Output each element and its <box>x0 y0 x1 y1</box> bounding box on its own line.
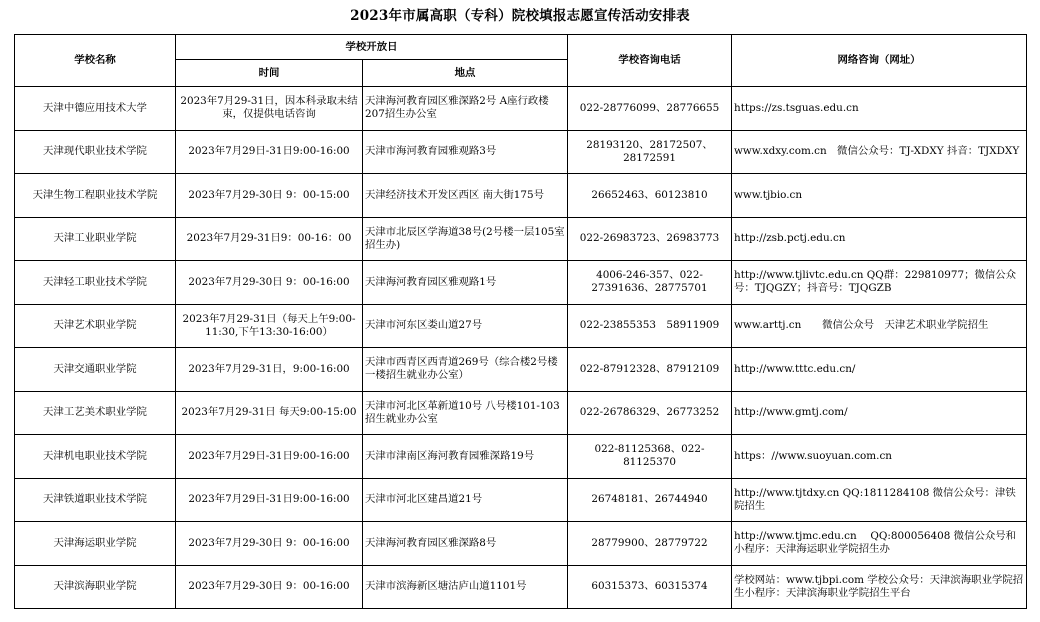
phone-cell: 022-26786329、26773252 <box>568 391 732 435</box>
location-cell: 天津海河教育园区雅深路8号 <box>363 522 568 566</box>
location-cell: 天津市北辰区学海道38号(2号楼一层105室招生办) <box>363 217 568 261</box>
web-cell: http://www.gmtj.com/ <box>732 391 1027 435</box>
phone-cell: 022-81125368、022-81125370 <box>568 435 732 479</box>
open-time-cell: 2023年7月29日-31日9:00-16:00 <box>176 478 363 522</box>
web-cell: http://www.tjlivtc.edu.cn QQ群：229810977；微信公众号：TJQGZY；抖音号：TJQGZB <box>732 261 1027 305</box>
school-name-cell: 天津现代职业技术学院 <box>15 130 176 174</box>
location-cell: 天津市河东区娄山道27号 <box>363 304 568 348</box>
web-cell: www.xdxy.com.cn 微信公众号：TJ-XDXY 抖音：TJXDXY <box>732 130 1027 174</box>
table-body <box>15 87 1027 609</box>
location-cell: 天津海河教育园区雅观路1号 <box>363 261 568 305</box>
table-row <box>15 304 1027 348</box>
school-name-cell: 天津铁道职业技术学院 <box>15 478 176 522</box>
location-cell: 天津市海河教育园雅观路3号 <box>363 130 568 174</box>
phone-cell: 28193120、28172507、28172591 <box>568 130 732 174</box>
header-phone: 学校咨询电话 <box>568 35 732 87</box>
table-row <box>15 565 1027 609</box>
school-name-cell: 天津工艺美术职业学院 <box>15 391 176 435</box>
location-cell: 天津经济技术开发区西区 南大街175号 <box>363 174 568 218</box>
table-row <box>15 130 1027 174</box>
open-time-cell: 2023年7月29-30日 9：00-16:00 <box>176 565 363 609</box>
web-cell: https://zs.tsguas.edu.cn <box>732 87 1027 131</box>
open-time-cell: 2023年7月29-31日，9:00-16:00 <box>176 348 363 392</box>
open-time-cell: 2023年7月29日-31日9:00-16:00 <box>176 130 363 174</box>
open-time-cell: 2023年7月29-30日 9：00-16:00 <box>176 522 363 566</box>
header-web: 网络咨询（网址） <box>732 35 1027 87</box>
location-cell: 天津市河北区建昌道21号 <box>363 478 568 522</box>
location-cell: 天津市津南区海河教育园雅深路19号 <box>363 435 568 479</box>
web-cell: http://zsb.pctj.edu.cn <box>732 217 1027 261</box>
phone-cell: 60315373、60315374 <box>568 565 732 609</box>
web-cell: 学校网站：www.tjbpi.com 学校公众号：天津滨海职业学院招生小程序：天津滨海职业学院招生平台 <box>732 565 1027 609</box>
schedule-table <box>14 34 1027 609</box>
web-cell: http://www.tjtdxy.cn QQ:1811284108 微信公众号：津铁院招生 <box>732 478 1027 522</box>
header-open-day: 学校开放日 <box>176 35 568 60</box>
open-time-cell: 2023年7月29-31日，因本科录取未结束，仅提供电话咨询 <box>176 87 363 131</box>
phone-cell: 26652463、60123810 <box>568 174 732 218</box>
page-title: 2023年市属高职（专科）院校填报志愿宣传活动安排表 <box>350 8 690 24</box>
web-cell: http://www.tjmc.edu.cn QQ:800056408 微信公众号和小程序：天津海运职业学院招生办 <box>732 522 1027 566</box>
web-cell: https：//www.suoyuan.com.cn <box>732 435 1027 479</box>
web-cell: http://www.tttc.edu.cn/ <box>732 348 1027 392</box>
open-time-cell: 2023年7月29-31日（每天上午9:00-11:30,下午13:30-16:00） <box>176 304 363 348</box>
school-name-cell: 天津艺术职业学院 <box>15 304 176 348</box>
school-name-cell: 天津机电职业技术学院 <box>15 435 176 479</box>
phone-cell: 022-28776099、28776655 <box>568 87 732 131</box>
school-name-cell: 天津滨海职业学院 <box>15 565 176 609</box>
school-name-cell: 天津中德应用技术大学 <box>15 87 176 131</box>
location-cell: 天津市河北区革新道10号 八号楼101-103招生就业办公室 <box>363 391 568 435</box>
school-name-cell: 天津轻工职业技术学院 <box>15 261 176 305</box>
open-time-cell: 2023年7月29-30日 9：00-15:00 <box>176 174 363 218</box>
header-time: 时间 <box>176 60 363 87</box>
open-time-cell: 2023年7月29-31日9：00-16：00 <box>176 217 363 261</box>
phone-cell: 022-23855353 58911909 <box>568 304 732 348</box>
location-cell: 天津市西青区西青道269号（综合楼2号楼一楼招生就业办公室） <box>363 348 568 392</box>
school-name-cell: 天津海运职业学院 <box>15 522 176 566</box>
school-name-cell: 天津生物工程职业技术学院 <box>15 174 176 218</box>
table-row <box>15 478 1027 522</box>
table-row <box>15 348 1027 392</box>
school-name-cell: 天津工业职业学院 <box>15 217 176 261</box>
table-row <box>15 522 1027 566</box>
table-row <box>15 174 1027 218</box>
header-school-name: 学校名称 <box>15 35 176 87</box>
web-cell: www.tjbio.cn <box>732 174 1027 218</box>
table-row <box>15 261 1027 305</box>
web-cell: www.arttj.cn 微信公众号 天津艺术职业学院招生 <box>732 304 1027 348</box>
table-row <box>15 87 1027 131</box>
open-time-cell: 2023年7月29-31日 每天9:00-15:00 <box>176 391 363 435</box>
open-time-cell: 2023年7月29-30日 9：00-16:00 <box>176 261 363 305</box>
phone-cell: 26748181、26744940 <box>568 478 732 522</box>
location-cell: 天津海河教育园区雅深路2号 A座行政楼207招生办公室 <box>363 87 568 131</box>
phone-cell: 022-87912328、87912109 <box>568 348 732 392</box>
location-cell: 天津市滨海新区塘沽庐山道1101号 <box>363 565 568 609</box>
table-row <box>15 217 1027 261</box>
header-location: 地点 <box>363 60 568 87</box>
table-row <box>15 435 1027 479</box>
table-row <box>15 391 1027 435</box>
phone-cell: 28779900、28779722 <box>568 522 732 566</box>
phone-cell: 4006-246-357、022-27391636、28775701 <box>568 261 732 305</box>
school-name-cell: 天津交通职业学院 <box>15 348 176 392</box>
open-time-cell: 2023年7月29日-31日9:00-16:00 <box>176 435 363 479</box>
phone-cell: 022-26983723、26983773 <box>568 217 732 261</box>
